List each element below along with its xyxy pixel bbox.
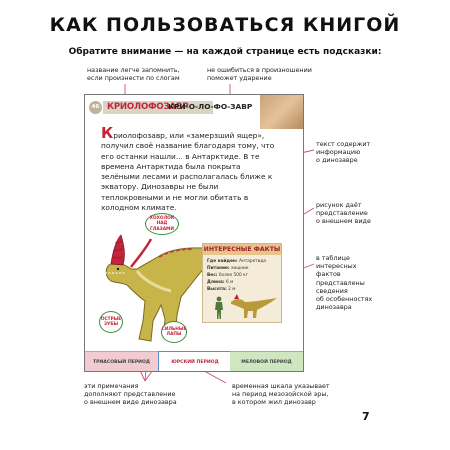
pronunciation: КРИ-О-ЛО-ФО-ЗАВР bbox=[168, 102, 253, 111]
note-name-hint: название легче запомнить, если произнести по слогам bbox=[87, 66, 180, 83]
note-stress-hint: не ошибиться в произношении поможет ударение bbox=[207, 66, 312, 83]
note-timeline-hint: временная шкала указывает на период мезозойской эры, в котором жил динозавр bbox=[232, 382, 330, 407]
page-number-badge: 46 bbox=[89, 101, 102, 114]
note-text-hint: текст содержит информацию о динозавре bbox=[316, 140, 371, 165]
timeline-cretaceous: МЕЛОВОЙ ПЕРИОД bbox=[230, 351, 303, 372]
fact-row bbox=[207, 266, 249, 271]
page-number: 7 bbox=[362, 410, 370, 423]
page-title: КАК ПОЛЬЗОВАТЬСЯ КНИГОЙ bbox=[49, 14, 401, 36]
fact-label: Длина: bbox=[207, 280, 225, 285]
note-annotations-hint: эти примечания дополняют представление о внешнем виде динозавра bbox=[84, 382, 177, 407]
human-silhouette bbox=[212, 296, 226, 320]
fact-value: 6 м bbox=[225, 280, 234, 285]
fact-value: более 500 кг bbox=[218, 273, 248, 278]
note-picture-hint: рисунок даёт представление о внешнем виде bbox=[316, 201, 371, 226]
note-table-hint: в таблице интересных фактов представлены сведения об особенностях динозавра bbox=[316, 254, 373, 312]
bubble-teeth: ОСТРЫЕ ЗУБЫ bbox=[99, 311, 123, 333]
fact-label: Где найден: bbox=[207, 259, 238, 264]
facts-heading: ИНТЕРЕСНЫЕ ФАКТЫ bbox=[203, 246, 281, 253]
dinosaur-text-body: риолофозавр, или «замерзший ящер», получил своё название благодаря тому, что его останки нашли... в Антарктиде. В те времена Антарктида была покрыта зелёными лесами и располагалась ближе к экватору. Динозавры не были теплокровными и не могли обитать в холодном климате. bbox=[101, 131, 275, 213]
facts-dinosaur-silhouette bbox=[229, 292, 279, 320]
sample-page bbox=[84, 94, 304, 372]
fact-row bbox=[207, 273, 248, 278]
fact-row bbox=[207, 259, 266, 264]
facts-box bbox=[202, 243, 282, 323]
timeline-triassic: ТРИАСОВЫЙ ПЕРИОД bbox=[85, 351, 158, 372]
fact-row bbox=[207, 280, 233, 285]
fact-value: Антарктида bbox=[238, 259, 267, 264]
subtitle: Обратите внимание — на каждой странице есть подсказки: bbox=[68, 47, 382, 57]
fact-value: хищник bbox=[230, 266, 249, 271]
timeline-jurassic: ЮРСКИЙ ПЕРИОД bbox=[158, 351, 232, 372]
photo-strip bbox=[260, 95, 303, 129]
bubble-crest: ХОХОЛОК НАД ГЛАЗАМИ bbox=[145, 213, 179, 235]
fact-label: Вес: bbox=[207, 273, 218, 278]
fact-label: Высота: bbox=[207, 287, 227, 292]
fact-value: 2 м bbox=[228, 287, 236, 292]
bubble-legs: СИЛЬНЫЕ ЛАПЫ bbox=[161, 321, 187, 343]
drop-cap: К bbox=[101, 124, 114, 142]
timeline bbox=[85, 351, 303, 371]
fact-label: Питание: bbox=[207, 266, 230, 271]
dinosaur-name: КРИОЛОФОЗАВР bbox=[107, 102, 189, 112]
dinosaur-text bbox=[101, 124, 281, 213]
